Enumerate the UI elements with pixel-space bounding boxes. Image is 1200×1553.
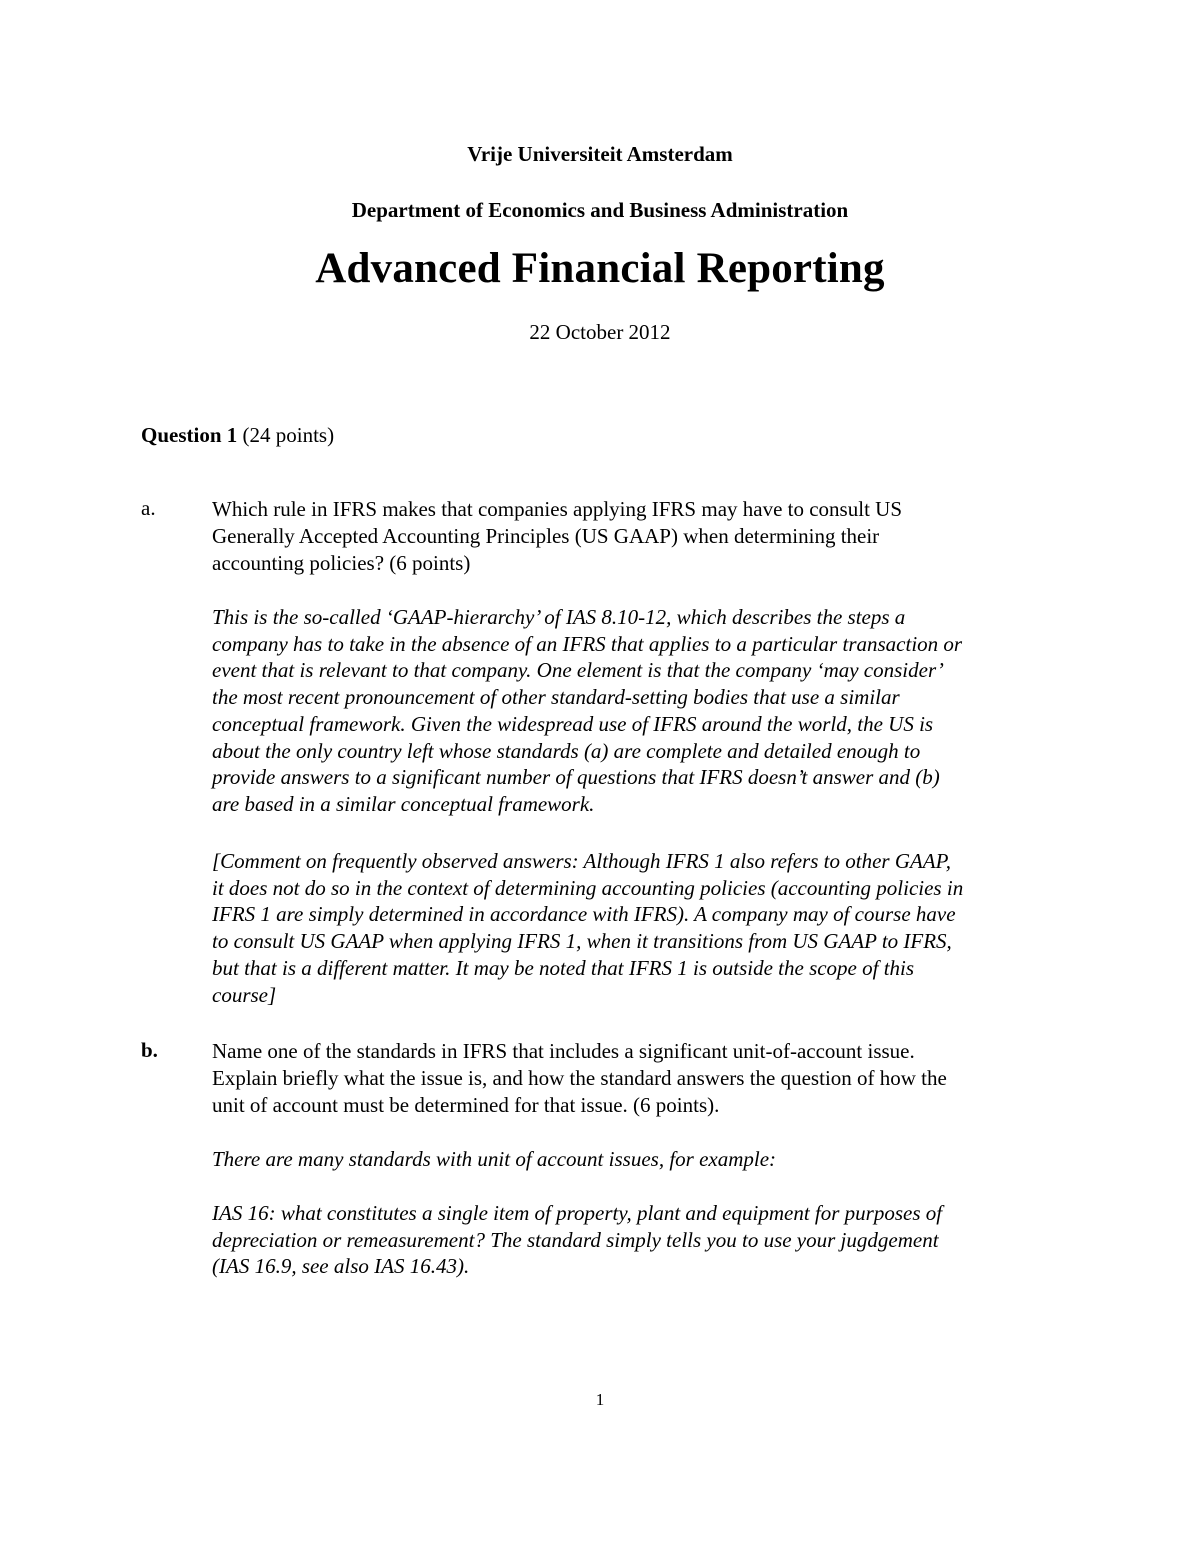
document-title: Advanced Financial Reporting bbox=[315, 245, 885, 292]
part-a-question bbox=[212, 496, 1092, 577]
part-a-comment bbox=[212, 848, 1092, 1008]
comment-line: it does not do so in the context of determining accounting policies (accounting policies in bbox=[212, 875, 964, 900]
question-line: accounting policies? (6 points) bbox=[212, 551, 471, 575]
example-line: depreciation or remeasurement? The standard simply tells you to use your jugdgement bbox=[212, 1227, 939, 1252]
answer-line: provide answers to a significant number of questions that IFRS doesn’t answer and (b) bbox=[212, 765, 940, 790]
answer-line: are based in a similar conceptual framework. bbox=[212, 791, 595, 816]
answer-line: There are many standards with unit of account issues, for example: bbox=[212, 1147, 777, 1171]
part-b-answer-intro bbox=[212, 1146, 1092, 1173]
answer-line: event that is relevant to that company. One element is that the company ‘may consider’ bbox=[212, 658, 944, 683]
question-line: unit of account must be determined for that issue. (6 points). bbox=[212, 1093, 720, 1117]
page-number: 1 bbox=[595, 1390, 605, 1409]
question-line: Name one of the standards in IFRS that includes a significant unit-of-account issue. bbox=[212, 1039, 915, 1063]
comment-line: IFRS 1 are simply determined in accordance with IFRS). A company may of course have bbox=[212, 902, 956, 927]
answer-line: This is the so-called ‘GAAP-hierarchy’ of IAS 8.10-12, which describes the steps a bbox=[212, 605, 906, 629]
comment-line: course] bbox=[212, 982, 277, 1007]
part-b-example bbox=[212, 1200, 1092, 1280]
example-line: (IAS 16.9, see also IAS 16.43). bbox=[212, 1254, 470, 1279]
answer-line: about the only country left whose standards (a) are complete and detailed enough to bbox=[212, 738, 921, 763]
answer-line: the most recent pronouncement of other standard-setting bodies that use a similar bbox=[212, 685, 900, 710]
university-name: Vrije Universiteit Amsterdam bbox=[467, 142, 733, 166]
comment-line: but that is a different matter. It may be noted that IFRS 1 is outside the scope of this bbox=[212, 955, 915, 980]
part-a-marker: a. bbox=[141, 496, 156, 520]
question-line: Explain briefly what the issue is, and how the standard answers the question of how the bbox=[212, 1066, 947, 1090]
example-line: IAS 16: what constitutes a single item of property, plant and equipment for purposes of bbox=[212, 1201, 943, 1225]
answer-line: conceptual framework. Given the widespread use of IFRS around the world, the US is bbox=[212, 711, 934, 736]
document-date: 22 October 2012 bbox=[529, 320, 671, 344]
comment-line: [Comment on frequently observed answers: Although IFRS 1 also refers to other GAAP, bbox=[212, 849, 952, 873]
comment-line: to consult US GAAP when applying IFRS 1, when it transitions from US GAAP to IFRS, bbox=[212, 929, 952, 954]
question-1-heading bbox=[141, 423, 334, 448]
part-a-answer bbox=[212, 604, 1092, 818]
question-1-points: (24 points) bbox=[242, 423, 335, 447]
question-line: Generally Accepted Accounting Principles (US GAAP) when determining their bbox=[212, 524, 880, 548]
question-1-label: Question 1 bbox=[141, 423, 238, 447]
part-b-question bbox=[212, 1038, 1092, 1119]
part-b-marker: b. bbox=[141, 1038, 158, 1062]
question-line: Which rule in IFRS makes that companies applying IFRS may have to consult US bbox=[212, 497, 902, 521]
department-name: Department of Economics and Business Administration bbox=[351, 198, 849, 222]
answer-line: company has to take in the absence of an IFRS that applies to a particular transaction or bbox=[212, 631, 963, 656]
